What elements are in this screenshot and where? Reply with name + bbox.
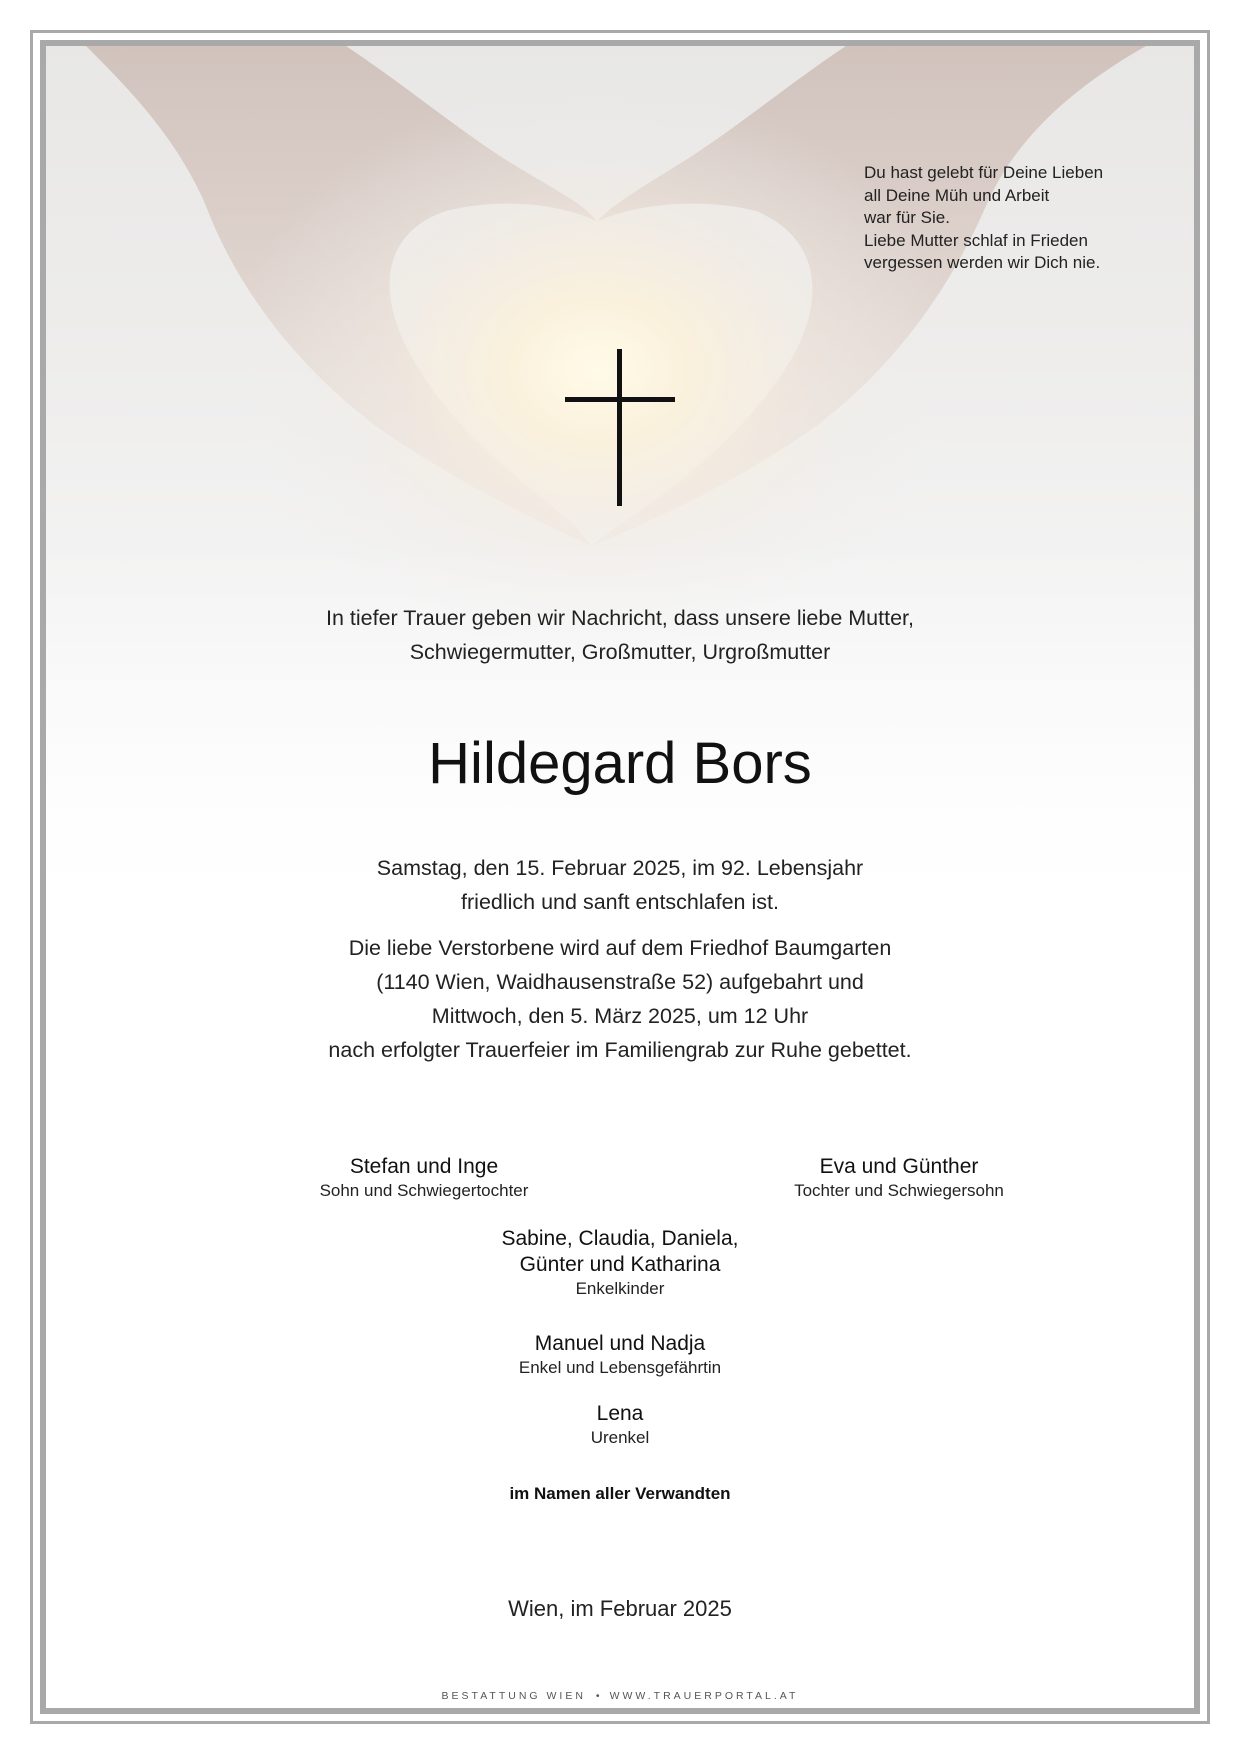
funeral-line: (1140 Wien, Waidhausenstraße 52) aufgebahrt und [376, 970, 864, 994]
mourner-name: Stefan und Inge [349, 1155, 499, 1178]
mourner-relation: Urenkel [590, 1428, 650, 1447]
poem-line: vergessen werden wir Dich nie. [864, 253, 1101, 272]
mourner-relation: Enkel und Lebensgefährtin [518, 1358, 722, 1377]
funeral-details [46, 931, 1194, 1067]
mourner-name: Lena [596, 1402, 644, 1425]
death-notice [46, 851, 1194, 919]
mourner-relation: Enkelkinder [575, 1279, 665, 1298]
poem-line: Du hast gelebt für Deine Lieben [864, 163, 1104, 182]
funeral-line: Die liebe Verstorbene wird auf dem Friedhof Baumgarten [348, 936, 892, 960]
mourner-relation: Sohn und Schwiegertochter [319, 1181, 529, 1200]
mourner-grandson [46, 1331, 1194, 1379]
poem-line: all Deine Müh und Arbeit [864, 185, 1050, 205]
poem-line: war für Sie. [864, 208, 950, 227]
on-behalf-of-relatives: im Namen aller Verwandten [509, 1484, 731, 1503]
footer-website-link[interactable]: WWW.TRAUERPORTAL.AT [609, 1690, 799, 1702]
mourner-grandchildren [46, 1226, 1194, 1300]
mourner-daughter [699, 1154, 1099, 1202]
intro-line: In tiefer Trauer geben wir Nachricht, dass unsere liebe Mutter, [326, 606, 914, 630]
footer-company: BESTATTUNG WIEN [441, 1690, 586, 1702]
mourner-name: Günter und Katharina [519, 1253, 721, 1276]
footer-separator: • [595, 1690, 600, 1702]
poem-line: Liebe Mutter schlaf in Frieden [864, 230, 1088, 250]
footer [46, 1689, 1194, 1703]
mourner-name: Manuel und Nadja [534, 1332, 706, 1355]
poem [864, 162, 1164, 275]
announcement-intro [46, 601, 1194, 669]
place-and-date: Wien, im Februar 2025 [508, 1596, 732, 1621]
death-line: Samstag, den 15. Februar 2025, im 92. Lebensjahr [376, 856, 864, 880]
mourner-name: Sabine, Claudia, Daniela, [501, 1227, 739, 1250]
intro-line: Schwiegermutter, Großmutter, Urgroßmutter [409, 640, 831, 664]
obituary-card [40, 40, 1200, 1714]
mourner-son [224, 1154, 624, 1202]
christian-cross-icon [560, 349, 680, 509]
deceased-name: Hildegard Bors [428, 731, 812, 796]
mourner-name: Eva und Günther [819, 1155, 979, 1178]
funeral-line: Mittwoch, den 5. März 2025, um 12 Uhr [431, 1004, 809, 1028]
mourner-relation: Tochter und Schwiegersohn [794, 1181, 1004, 1200]
mourner-great-grandchild [46, 1401, 1194, 1449]
funeral-line: nach erfolgter Trauerfeier im Familiengrab zur Ruhe gebettet. [328, 1038, 912, 1062]
death-line: friedlich und sanft entschlafen ist. [461, 890, 779, 914]
